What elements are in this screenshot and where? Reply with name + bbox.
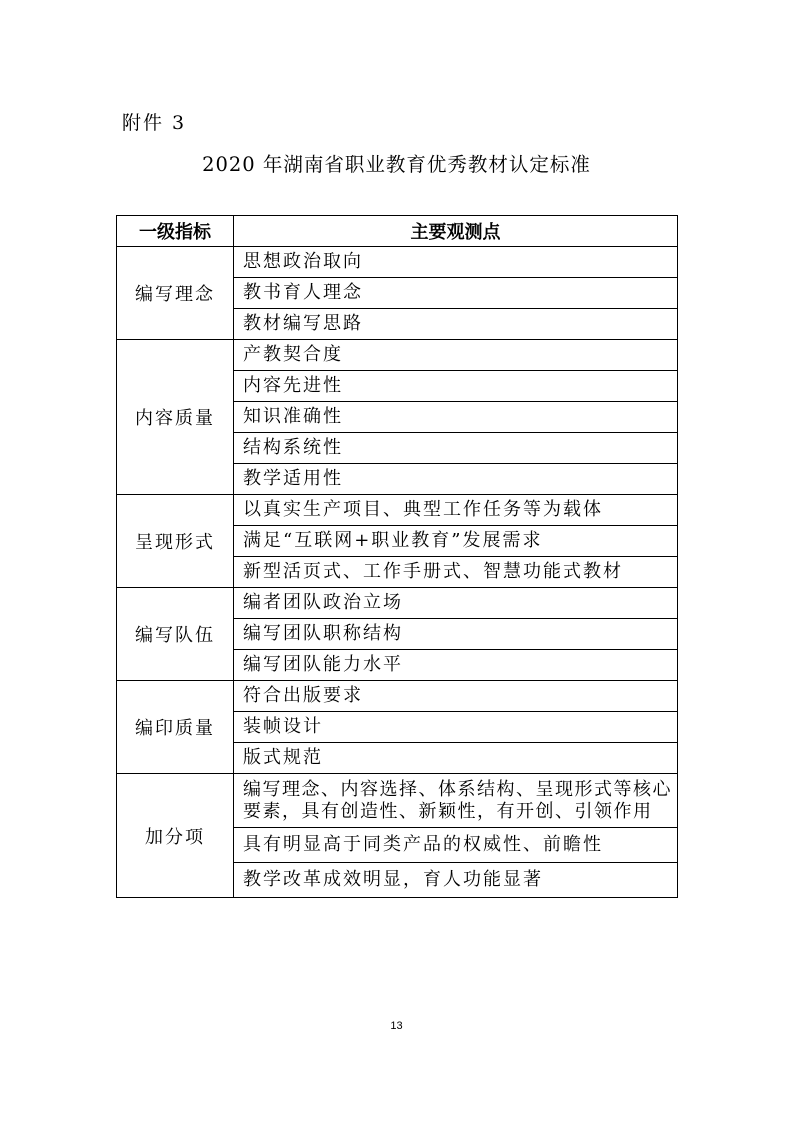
point-cell: 教书育人理念: [234, 278, 678, 309]
point-cell: 结构系统性: [234, 433, 678, 464]
table-header-row: [117, 216, 678, 247]
point-cell: 思想政治取向: [234, 247, 678, 278]
category-cell: 加分项: [117, 774, 234, 898]
point-cell: 满足“互联网+职业教育”发展需求: [234, 526, 678, 557]
category-cell: 编印质量: [117, 681, 234, 774]
attachment-label: 附件 3: [122, 112, 187, 134]
page-title: 2020 年湖南省职业教育优秀教材认定标准: [202, 153, 591, 176]
page-number: 13: [390, 1020, 403, 1032]
point-cell: 以真实生产项目、典型工作任务等为载体: [234, 495, 678, 526]
category-cell: 编写理念: [117, 247, 234, 340]
category-cell: 编写队伍: [117, 588, 234, 681]
point-cell: 版式规范: [234, 743, 678, 774]
category-cell: 内容质量: [117, 340, 234, 495]
category-cell: 呈现形式: [117, 495, 234, 588]
point-cell: 编写团队能力水平: [234, 650, 678, 681]
header-observation-points: 主要观测点: [234, 216, 678, 247]
point-cell: 符合出版要求: [234, 681, 678, 712]
table-row: [117, 340, 678, 371]
point-cell: 教学改革成效明显，育人功能显著: [234, 863, 678, 898]
table-row: [117, 495, 678, 526]
header-level1-indicator: 一级指标: [117, 216, 234, 247]
point-cell: 具有明显高于同类产品的权威性、前瞻性: [234, 828, 678, 863]
point-cell: 编者团队政治立场: [234, 588, 678, 619]
point-cell: 产教契合度: [234, 340, 678, 371]
point-cell: 内容先进性: [234, 371, 678, 402]
table-row: [117, 247, 678, 278]
table-row: [117, 774, 678, 828]
standards-table: [116, 215, 678, 898]
table-row: [117, 588, 678, 619]
point-cell: 装帧设计: [234, 712, 678, 743]
point-cell: 编写理念、内容选择、体系结构、呈现形式等核心要素，具有创造性、新颖性，有开创、引领作用: [234, 774, 678, 828]
point-cell: 教材编写思路: [234, 309, 678, 340]
point-cell: 教学适用性: [234, 464, 678, 495]
point-cell: 新型活页式、工作手册式、智慧功能式教材: [234, 557, 678, 588]
table-row: [117, 681, 678, 712]
point-cell: 知识准确性: [234, 402, 678, 433]
point-cell: 编写团队职称结构: [234, 619, 678, 650]
